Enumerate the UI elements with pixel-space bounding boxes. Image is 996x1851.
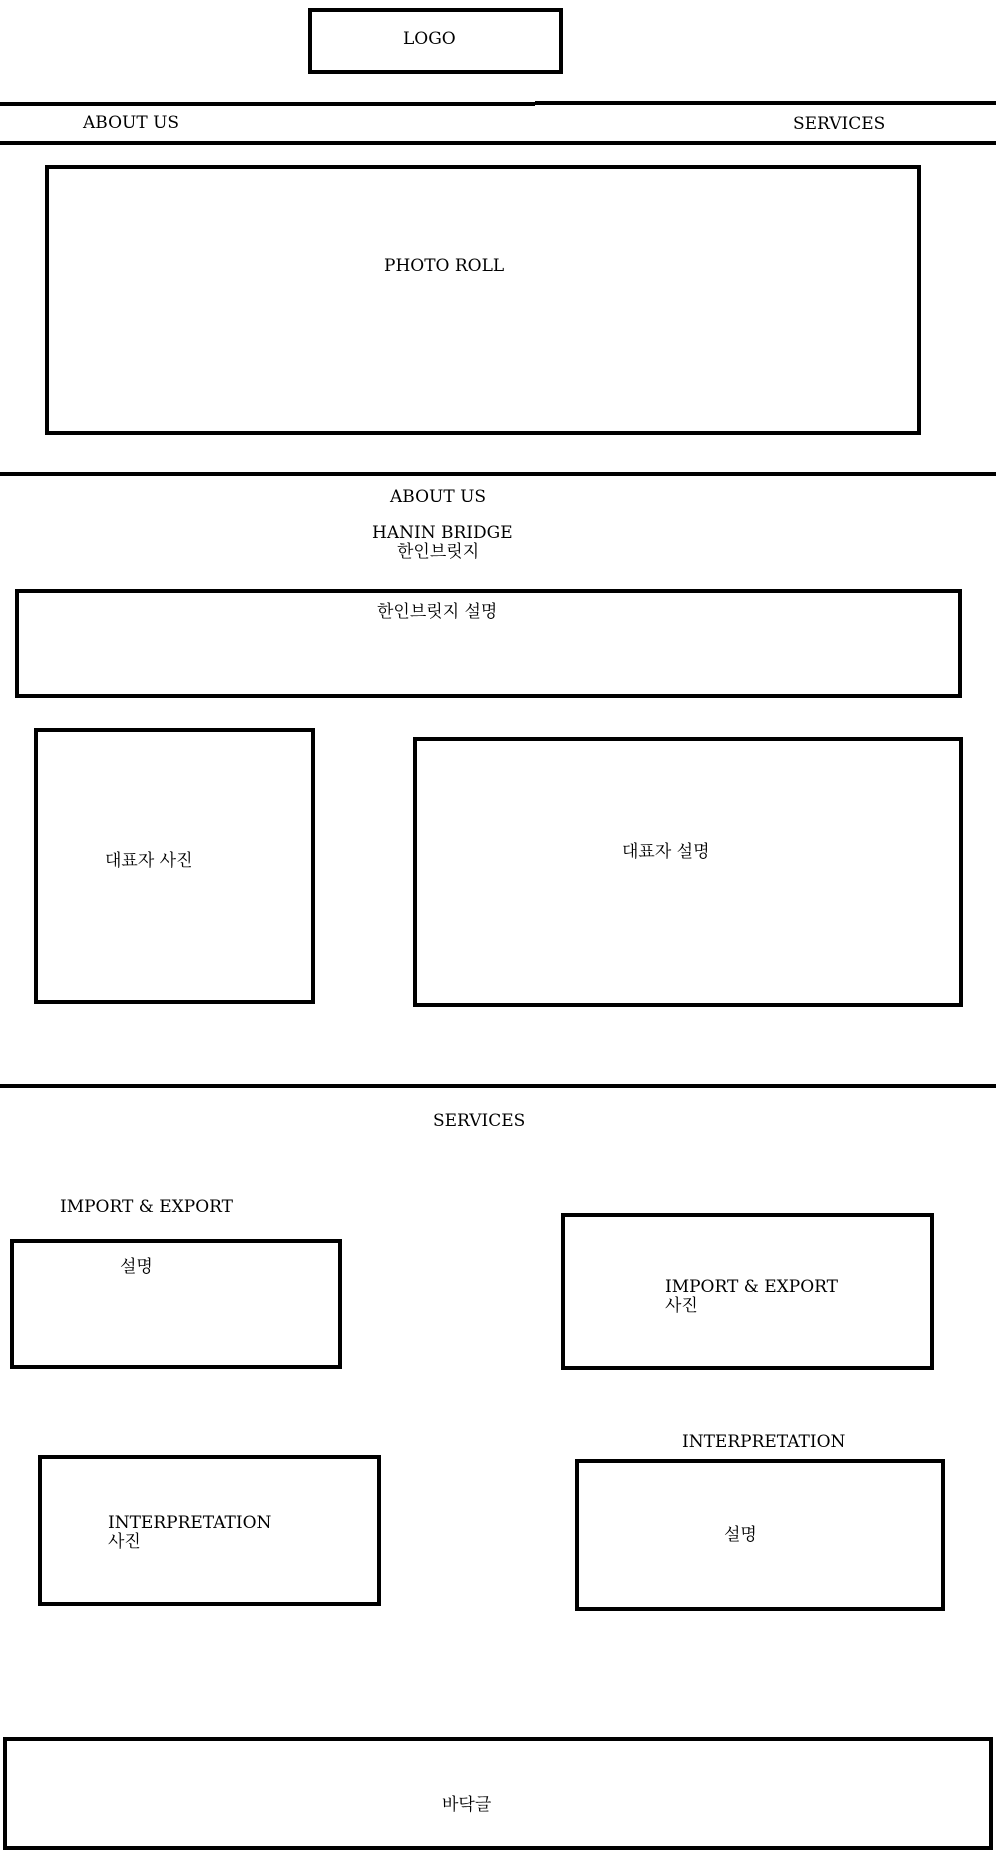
photo-roll: [45, 165, 921, 435]
interpretation-photo-line1: INTERPRETATION: [108, 1513, 272, 1533]
nav-bottom-border: [0, 141, 996, 145]
nav-top-border-right: [535, 101, 996, 105]
footer-label: 바닥글: [442, 1795, 492, 1815]
ceo-description-box: [413, 737, 963, 1007]
interpretation-description-label: 설명: [724, 1525, 757, 1545]
ceo-photo-label: 대표자 사진: [105, 851, 193, 871]
import-export-description-label: 설명: [120, 1257, 153, 1277]
nav-link-services[interactable]: SERVICES: [793, 114, 886, 134]
company-name-ko: 한인브릿지: [397, 542, 480, 562]
import-export-title: IMPORT & EXPORT: [60, 1197, 234, 1217]
import-export-description-box: [10, 1239, 342, 1369]
interpretation-photo-line2: 사진: [108, 1532, 141, 1552]
logo-label: LOGO: [403, 29, 456, 49]
services-heading: SERVICES: [433, 1111, 526, 1131]
services-divider: [0, 1084, 996, 1088]
nav-top-border-left: [0, 102, 535, 106]
interpretation-title: INTERPRETATION: [682, 1432, 846, 1452]
company-description-label: 한인브릿지 설명: [377, 602, 498, 622]
interpretation-description-box: [575, 1459, 945, 1611]
about-heading: ABOUT US: [390, 487, 487, 507]
footer-box: [3, 1737, 993, 1850]
photo-roll-label: PHOTO ROLL: [384, 256, 505, 276]
nav-link-about-us[interactable]: ABOUT US: [83, 113, 180, 133]
ceo-description-label: 대표자 설명: [622, 842, 710, 862]
about-divider: [0, 472, 996, 476]
company-name-en: HANIN BRIDGE: [372, 523, 513, 543]
import-export-photo-line2: 사진: [665, 1296, 698, 1316]
import-export-photo-line1: IMPORT & EXPORT: [665, 1277, 839, 1297]
